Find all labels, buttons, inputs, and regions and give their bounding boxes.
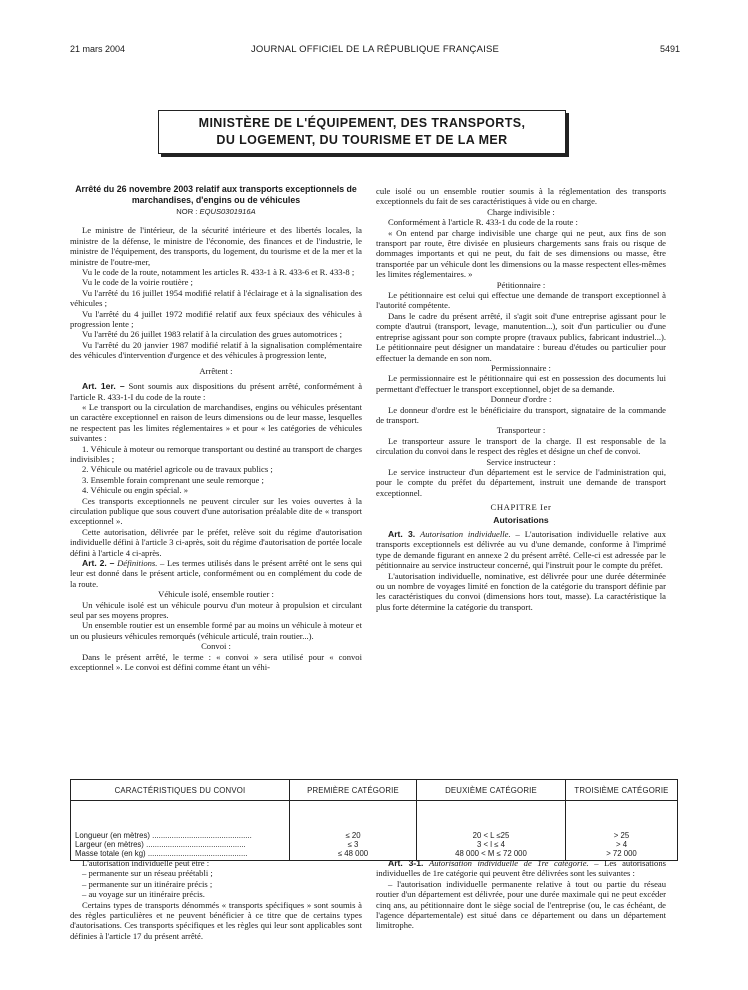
article-1-label: Art. 1er. – — [82, 381, 125, 392]
cell-value: ≤ 3 — [347, 840, 359, 849]
category-item-3: 3. Ensemble forain comprenant une seule remorque ; — [82, 474, 264, 485]
paragraph: Le donneur d'ordre est le bénéficiaire du transport, signataire de la commande de transport. — [376, 404, 666, 425]
row-label: Largeur (en mètres) — [75, 840, 144, 849]
paragraph: cule isolé ou un ensemble routier soumis à la réglementation des transports exceptionnels du fait de ses caractéristiques à vide ou en charge. — [376, 186, 666, 207]
paragraph: Un véhicule isolé est un véhicule pourvu d'un moteur à propulsion et circulant seul par ses moyens propres. — [70, 599, 362, 621]
paragraph: Le pétitionnaire est celui qui effectue une demande de transport exceptionnel à l'autorité compétente. — [376, 290, 666, 311]
article-1-quote: « Le transport ou la circulation de marchandises, engins ou véhicules présentant un caractère exceptionnel en raison de leurs dimensions ou de leur masse, lesquelles ne respectent pas les limites réglementaires » et pour « les catégories de véhicules suivantes : — [70, 401, 362, 444]
table-cell: Longueur (en mètres) .............................................. Largeur (en mètres) .............................................. Masse totale (en kg) .............................................. — [71, 801, 290, 861]
category-item-4: 4. Véhicule ou engin spécial. » — [82, 485, 189, 496]
cell-value: 48 000 < M ≤ 72 000 — [455, 849, 527, 858]
cell-value: > 4 — [615, 840, 628, 849]
paragraph: Ces transports exceptionnels ne peuvent circuler sur les voies ouvertes à la circulation publique que sous couvert d'une autorisation préalable dite de « transport exceptionnel ». — [70, 495, 362, 527]
table-cell — [290, 801, 417, 861]
left-column — [70, 184, 362, 672]
subheading-convoi: Convoi : — [201, 641, 231, 652]
list-item: – au voyage sur un itinéraire précis. — [82, 889, 205, 900]
article-3-title: Autorisation individuelle. — [420, 529, 511, 539]
visa-5: Vu l'arrêté du 26 juillet 1983 relatif à la circulation des grues automotrices ; — [82, 329, 342, 340]
table-header: CARACTÉRISTIQUES DU CONVOI — [71, 780, 290, 801]
article-2-label: Art. 2. – — [82, 558, 115, 568]
chapter-title: Autorisations — [493, 514, 549, 525]
article-1-text: Sont soumis aux dispositions du présent arrêté, conformément à l'article R. 433-1-I du code de la route : — [70, 381, 363, 402]
cell-value: 20 < L ≤25 — [472, 831, 510, 840]
subheading-permissionnaire: Permissionnaire : — [491, 362, 551, 373]
category-item-2: 2. Véhicule ou matériel agricole ou de travaux publics ; — [82, 464, 273, 475]
arretent-heading: Arrêtent : — [199, 365, 233, 376]
paragraph: Le service instructeur d'un département est le service de l'administration qui, pour le compte du préfet du département, instruit une demande de transport exceptionnel. — [376, 466, 666, 498]
table-cell — [417, 801, 566, 861]
visa-3: Vu l'arrêté du 16 juillet 1954 modifié relatif à l'éclairage et à la signalisation des véhicules ; — [70, 287, 362, 309]
page-header — [70, 44, 680, 58]
subheading-transporteur: Transporteur : — [496, 425, 546, 436]
paragraph: Dans le cadre du présent arrêté, il s'agit soit d'une entreprise agissant pour le compte d'autrui (transport, levage, manutention...), soit d'un particulier ou d'une entreprise agissant pour son compte propre (travaux publics, fabricant industriel...). Le pétitionnaire peut désigner un mandataire : bureau d'études ou particulier pour effectuer la demande en son nom. — [376, 310, 666, 363]
chapter-heading: CHAPITRE Ier — [490, 502, 552, 513]
list-item: – permanente sur un itinéraire précis ; — [82, 878, 213, 889]
nor-value: EQUS0301916A — [199, 207, 256, 216]
article-2 — [70, 558, 362, 589]
article-3-1 — [376, 858, 666, 879]
article-3-1-label: Art. 3-1. — [388, 858, 424, 868]
article-3-1-text: – Les autorisations individuelles de 1re catégorie qui peuvent être délivrées sont les suivantes : — [376, 858, 666, 879]
bottom-left-column — [70, 858, 362, 941]
table-header: TROISIÈME CATÉGORIE — [566, 780, 678, 801]
right-column — [376, 186, 666, 612]
subheading-petitionnaire: Pétitionnaire : — [496, 279, 546, 290]
page-number: 5491 — [659, 44, 680, 54]
subheading-charge-indivisible: Charge indivisible : — [487, 206, 555, 217]
cell-value: 3 < l ≤ 4 — [477, 840, 505, 849]
table-row — [71, 801, 678, 861]
paragraph: Un ensemble routier est un ensemble formé par au moins un véhicule à moteur et un ou plusieurs véhicules remorqués (véhicule articulé, train routier...). — [70, 620, 362, 641]
paragraph: L'autorisation individuelle peut être : — [82, 858, 210, 868]
table-cell — [566, 801, 678, 861]
cell-value: ≤ 48 000 — [337, 849, 369, 858]
cell-value: > 72 000 — [606, 849, 637, 858]
article-3 — [376, 529, 666, 571]
paragraph: L'autorisation individuelle, nominative, est délivrée pour une durée déterminée ou un nombre de voyages limité en fonction de la catégorie du transport définie par les caractéristiques du convoi (dimensions hors tout, masse). La caractéristique la plus forte détermine la catégorie du transport. — [376, 570, 666, 612]
article-3-1-title: Autorisation individuelle de 1re catégorie. — [429, 858, 589, 868]
article-2-text: – Les termes utilisés dans le présent arrêté ont le sens qui leur est donné dans le présent article, conformément ou en complément du code de la route. — [70, 558, 362, 589]
visa-1: Vu le code de la route, notamment les articles R. 433-1 à R. 433-6 et R. 433-8 ; — [82, 267, 355, 278]
table-header: DEUXIÈME CATÉGORIE — [417, 780, 566, 801]
article-3-label: Art. 3. — [388, 529, 416, 539]
ministry-line-1: MINISTÈRE DE L'ÉQUIPEMENT, DES TRANSPORTS, — [198, 116, 526, 130]
visa-6: Vu l'arrêté du 20 janvier 1987 modifié relatif à la signalisation complémentaire des véhicules d'intervention d'urgence et des véhicules à progression lente, — [70, 339, 362, 361]
subheading-donneur-ordre: Donneur d'ordre : — [490, 394, 552, 405]
row-label: Masse totale (en kg) — [75, 849, 146, 858]
subheading-vehicule-isole: Véhicule isolé, ensemble routier : — [158, 589, 274, 600]
category-item-1: 1. Véhicule à moteur ou remorque transportant ou destiné au transport de charges indivisibles ; — [70, 443, 362, 464]
table-header: PREMIÈRE CATÉGORIE — [290, 780, 417, 801]
cell-value: > 25 — [613, 831, 630, 840]
paragraph: Conformément à l'article R. 433-1 du code de la route : — [388, 217, 578, 228]
paragraph: Cette autorisation, délivrée par le préfet, relève soit du régime d'autorisation individuelle défini à l'article 3 ci-après, soit du régime d'autorisation de portée locale défini à l'article 4 ci-après. — [70, 526, 362, 558]
nor-reference — [70, 207, 362, 217]
list-item: – permanente sur un réseau préétabli ; — [82, 868, 213, 879]
list-item: – l'autorisation individuelle permanente relative à tout ou partie du réseau routier d'un département est délivrée, pour une durée maximale qui ne peut excéder cinq ans, au pétitionnaire dont le siège social de l'entreprise (ou, le cas échéant, de l'agence départementale) est situé dans ce département ou dans un département limitrophe. — [376, 878, 666, 931]
visa-2: Vu le code de la voirie routière ; — [82, 277, 193, 288]
decree-title: Arrêté du 26 novembre 2003 relatif aux transports exceptionnels de marchandises, d'engins ou de véhicules — [75, 184, 357, 205]
row-label: Longueur (en mètres) — [75, 831, 150, 840]
ministry-line-2: DU LOGEMENT, DU TOURISME ET DE LA MER — [216, 133, 508, 147]
cell-value: ≤ 20 — [345, 831, 361, 840]
table-header-row — [71, 780, 678, 801]
bottom-right-column — [376, 858, 666, 931]
paragraph: Le permissionnaire est le pétitionnaire qui est en possession des documents lui permettant d'effectuer le transport exceptionnel, objet de sa demande. — [376, 373, 666, 394]
paragraph: Dans le présent arrêté, le terme : « convoi » sera utilisé pour « convoi exceptionnel ». Le convoi est défini comme étant un véhi- — [70, 651, 362, 673]
visa-4: Vu l'arrêté du 4 juillet 1972 modifié relatif aux feux spéciaux des véhicules à progression lente ; — [70, 308, 362, 330]
article-3-text: – L'autorisation individuelle relative aux transports exceptionnels est délivrée au vu d'une demande, conforme à l'imprimé type de demande figurant en annexe 2 du présent arrêté. Celle-ci est adressée par le pétitionnaire au service instructeur concerné, qui l'instruit pour le compte du préfet. — [376, 529, 666, 571]
journal-title: JOURNAL OFFICIEL DE LA RÉPUBLIQUE FRANÇAISE — [250, 44, 500, 55]
paragraph: Certains types de transports dénommés « transports spécifiques » sont soumis à des règles particulières et ne peuvent bénéficier à ce titre que de certains types d'autorisations. Ces transports spécifiques et les règles qui leur sont applicables sont définies à l'article 17 du présent arrêté. — [70, 899, 362, 941]
article-1 — [70, 381, 362, 402]
issue-date: 21 mars 2004 — [70, 44, 126, 54]
nor-label: NOR : — [176, 207, 198, 216]
quote-charge-indivisible: « On entend par charge indivisible une charge qui ne peut, aux fins de son transport par route, être divisée en plusieurs chargements sans frais ou risque de dommages importants et qui ne peut, du fait de ses dimensions ou masse, être transportée par un véhicule dont les dimensions ou la masse respectent elles-mêmes les limites réglementaires. » — [376, 227, 666, 280]
subheading-service-instructeur: Service instructeur : — [486, 456, 556, 467]
ministry-heading-box — [158, 110, 566, 154]
convoy-category-table — [70, 779, 678, 861]
article-2-title: Définitions. — [117, 558, 158, 568]
paragraph: Le transporteur assure le transport de la charge. Il est responsable de la circulation du convoi dans le respect des règles et désigne un chef de convoi. — [376, 435, 666, 457]
preamble: Le ministre de l'intérieur, de la sécurité intérieure et des libertés locales, la ministre de la défense, le ministre de l'économie, des finances et de l'industrie, le ministre de l'équipement, des transports, du logement, du tourisme et de la mer et la ministre de l'outre-mer, — [70, 225, 362, 267]
